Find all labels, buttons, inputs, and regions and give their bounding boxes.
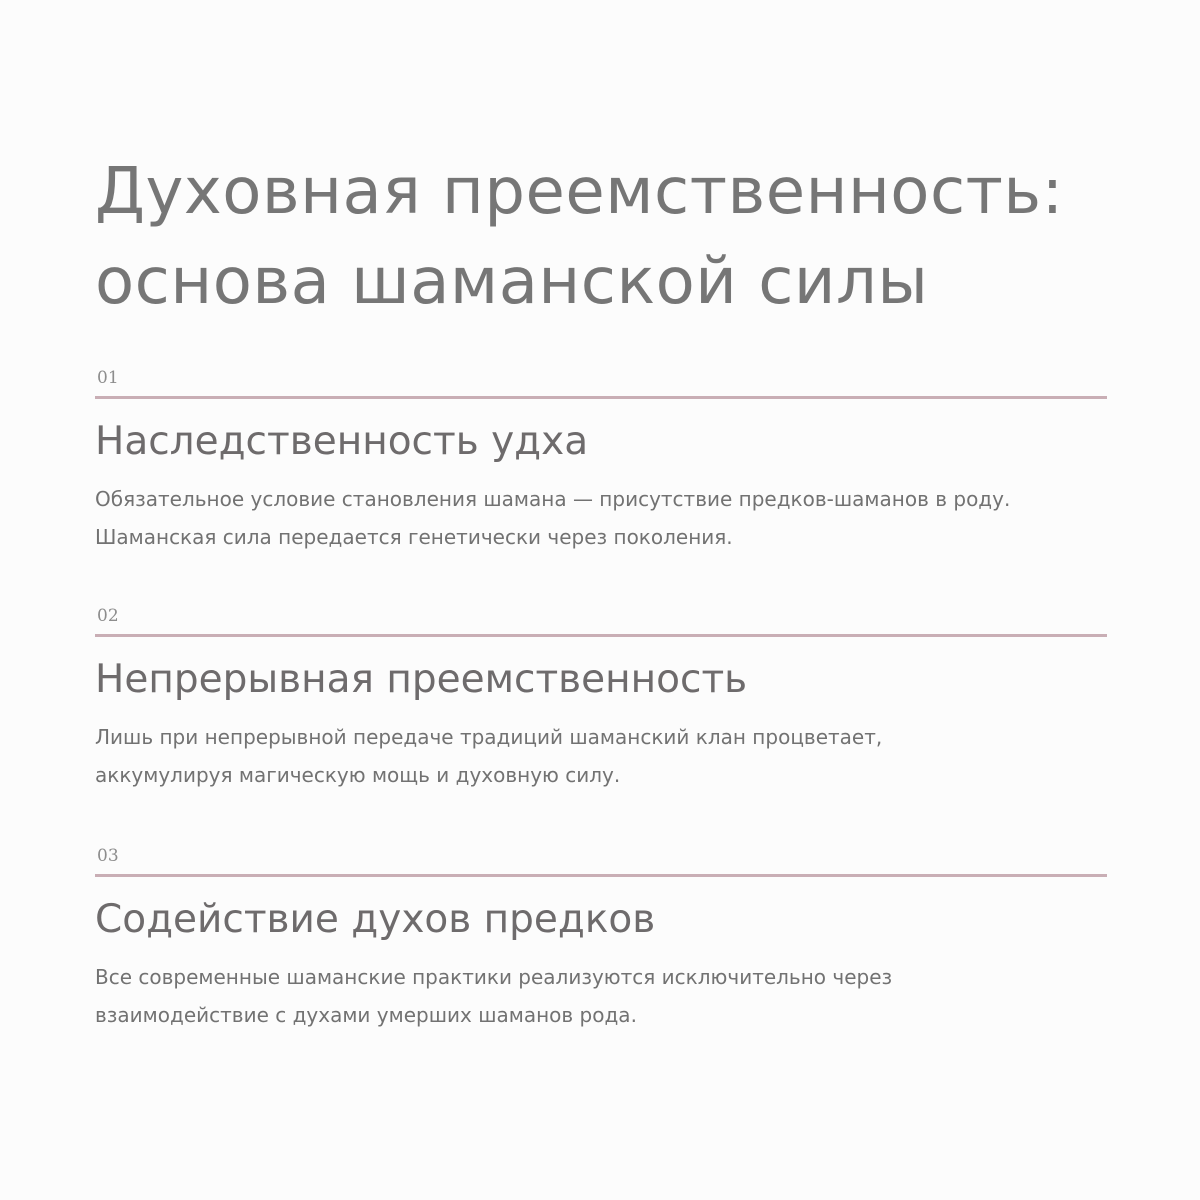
section-body — [95, 480, 1107, 556]
section-body-line: аккумулируя магическую мощь и духовную силу. — [95, 763, 621, 787]
section-divider — [95, 634, 1107, 637]
section-heading: Наследственность удха — [95, 419, 589, 464]
section-body-line: Все современные шаманские практики реализуются исключительно через — [95, 965, 893, 989]
page-title-line-2: основа шаманской силы — [95, 245, 929, 319]
section-heading: Содействие духов предков — [95, 897, 656, 942]
section-body-line: взаимодействие с духами умерших шаманов рода. — [95, 1003, 637, 1027]
section-divider — [95, 874, 1107, 877]
section-number: 02 — [97, 606, 119, 626]
section-divider — [95, 396, 1107, 399]
section-body-line: Обязательное условие становления шамана — присутствие предков-шаманов в роду. — [95, 487, 1011, 511]
section-body-line: Лишь при непрерывной передаче традиций шаманский клан процветает, — [95, 725, 883, 749]
section-continuity — [95, 605, 1107, 794]
section-body-line: Шаманская сила передается генетически через поколения. — [95, 525, 733, 549]
section-heredity — [95, 367, 1107, 556]
section-number: 03 — [97, 846, 119, 866]
section-body — [95, 718, 1107, 794]
section-body — [95, 958, 1107, 1034]
page-title — [95, 147, 1115, 327]
section-heading: Непрерывная преемственность — [95, 657, 748, 702]
section-ancestor-spirits — [95, 845, 1107, 1034]
section-number: 01 — [97, 368, 119, 388]
page-title-line-1: Духовная преемственность: — [95, 155, 1064, 229]
